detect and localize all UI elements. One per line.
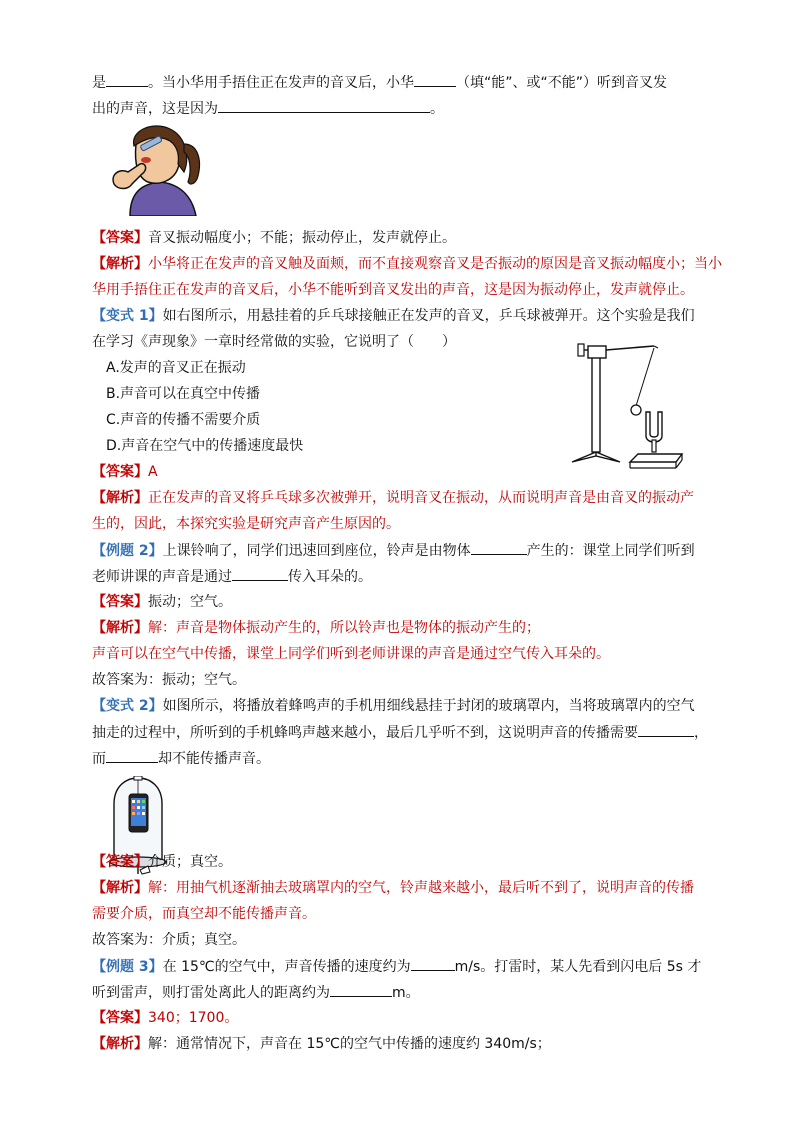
question-line: 【变式 2】如图所示，将播放着蜂鸣声的手机用细线悬挂于封闭的玻璃罩内，当将玻璃罩内的空气 — [92, 698, 695, 714]
question-line: 听到雷声，则打雷处离此人的距离约为 m。 — [92, 982, 420, 1003]
question-line: 而 却不能传播声音。 — [92, 748, 270, 769]
analysis-line: 声音可以在空气中传播，课堂上同学们听到老师讲课的声音是通过空气传入耳朵的。 — [92, 646, 610, 662]
answer-blank — [218, 98, 430, 113]
option-c: C.声音的传播不需要介质 — [106, 412, 261, 428]
question-line: 抽走的过程中，所听到的手机蜂鸣声越来越小，最后几乎听不到，这说明声音的传播需要 ， — [92, 722, 708, 743]
analysis-line: 故答案为：介质；真空。 — [92, 932, 246, 948]
answer-line: 【答案】音叉振动幅度小；不能；振动停止，发声就停止。 — [92, 230, 456, 246]
answer-blank — [638, 722, 694, 737]
analysis-line: 生的，因此，本探究实验是研究声音产生原因的。 — [92, 516, 400, 532]
question-line: 出的声音，这是因为 。 — [92, 98, 444, 119]
option-d: D.声音在空气中的传播速度最快 — [106, 438, 304, 454]
question-line: 是 。当小华用手捂住正在发声的音叉后，小华 （填“能”、或“不能”）听到音叉发 — [92, 72, 667, 93]
analysis-line: 【解析】解：用抽气机逐渐抽去玻璃罩内的空气，铃声越来越小，最后听不到了，说明声音的传播 — [92, 880, 694, 896]
analysis-line: 华用手捂住正在发声的音叉后，小华不能听到音叉发出的声音，这是因为振动停止，发声就停止。 — [92, 282, 694, 298]
question-line: 老师讲课的声音是通过 传入耳朵的。 — [92, 566, 372, 587]
pingpong-tuning-fork-diagram — [566, 334, 690, 474]
answer-blank — [411, 956, 455, 971]
answer-line: 【答案】A — [92, 464, 158, 480]
answer-blank — [106, 748, 158, 763]
answer-blank — [106, 72, 148, 87]
answer-line: 【答案】介质；真空。 — [92, 854, 232, 870]
question-line: 【变式 1】如右图所示，用悬挂着的乒乓球接触正在发声的音叉，乒乓球被弹开。这个实验是我们 — [92, 308, 695, 324]
analysis-line: 故答案为：振动；空气。 — [92, 672, 246, 688]
option-a: A.发声的音叉正在振动 — [106, 360, 246, 376]
girl-tuning-fork-illustration — [100, 124, 204, 216]
question-line: 【例题 3】在 15℃的空气中，声音传播的速度约为 m/s。打雷时，某人先看到闪电后 5s 才 — [92, 956, 701, 977]
analysis-line: 【解析】解：声音是物体振动产生的，所以铃声也是物体的振动产生的； — [92, 620, 540, 636]
analysis-line: 【解析】小华将正在发声的音叉触及面颊，而不直接观察音叉是否振动的原因是音叉振动幅度小；当小 — [92, 256, 722, 272]
answer-line: 【答案】振动；空气。 — [92, 594, 232, 610]
option-b: B.声音可以在真空中传播 — [106, 386, 261, 402]
answer-blank — [232, 566, 288, 581]
answer-blank — [414, 72, 456, 87]
analysis-line: 【解析】正在发声的音叉将乒乓球多次被弹开，说明音叉在振动，从而说明声音是由音叉的振动产 — [92, 490, 694, 506]
analysis-line: 需要介质，而真空却不能传播声音。 — [92, 906, 316, 922]
question-line: 【例题 2】上课铃响了，同学们迅速回到座位，铃声是由物体 产生的：课堂上同学们听到 — [92, 540, 695, 561]
answer-line: 【答案】340；1700。 — [92, 1010, 239, 1026]
analysis-line: 【解析】解：通常情况下，声音在 15℃的空气中传播的速度约 340m/s； — [92, 1036, 551, 1052]
answer-blank — [330, 982, 392, 997]
answer-blank — [471, 540, 527, 555]
question-line: 在学习《声现象》一章时经常做的实验，它说明了（ ） — [92, 334, 456, 350]
